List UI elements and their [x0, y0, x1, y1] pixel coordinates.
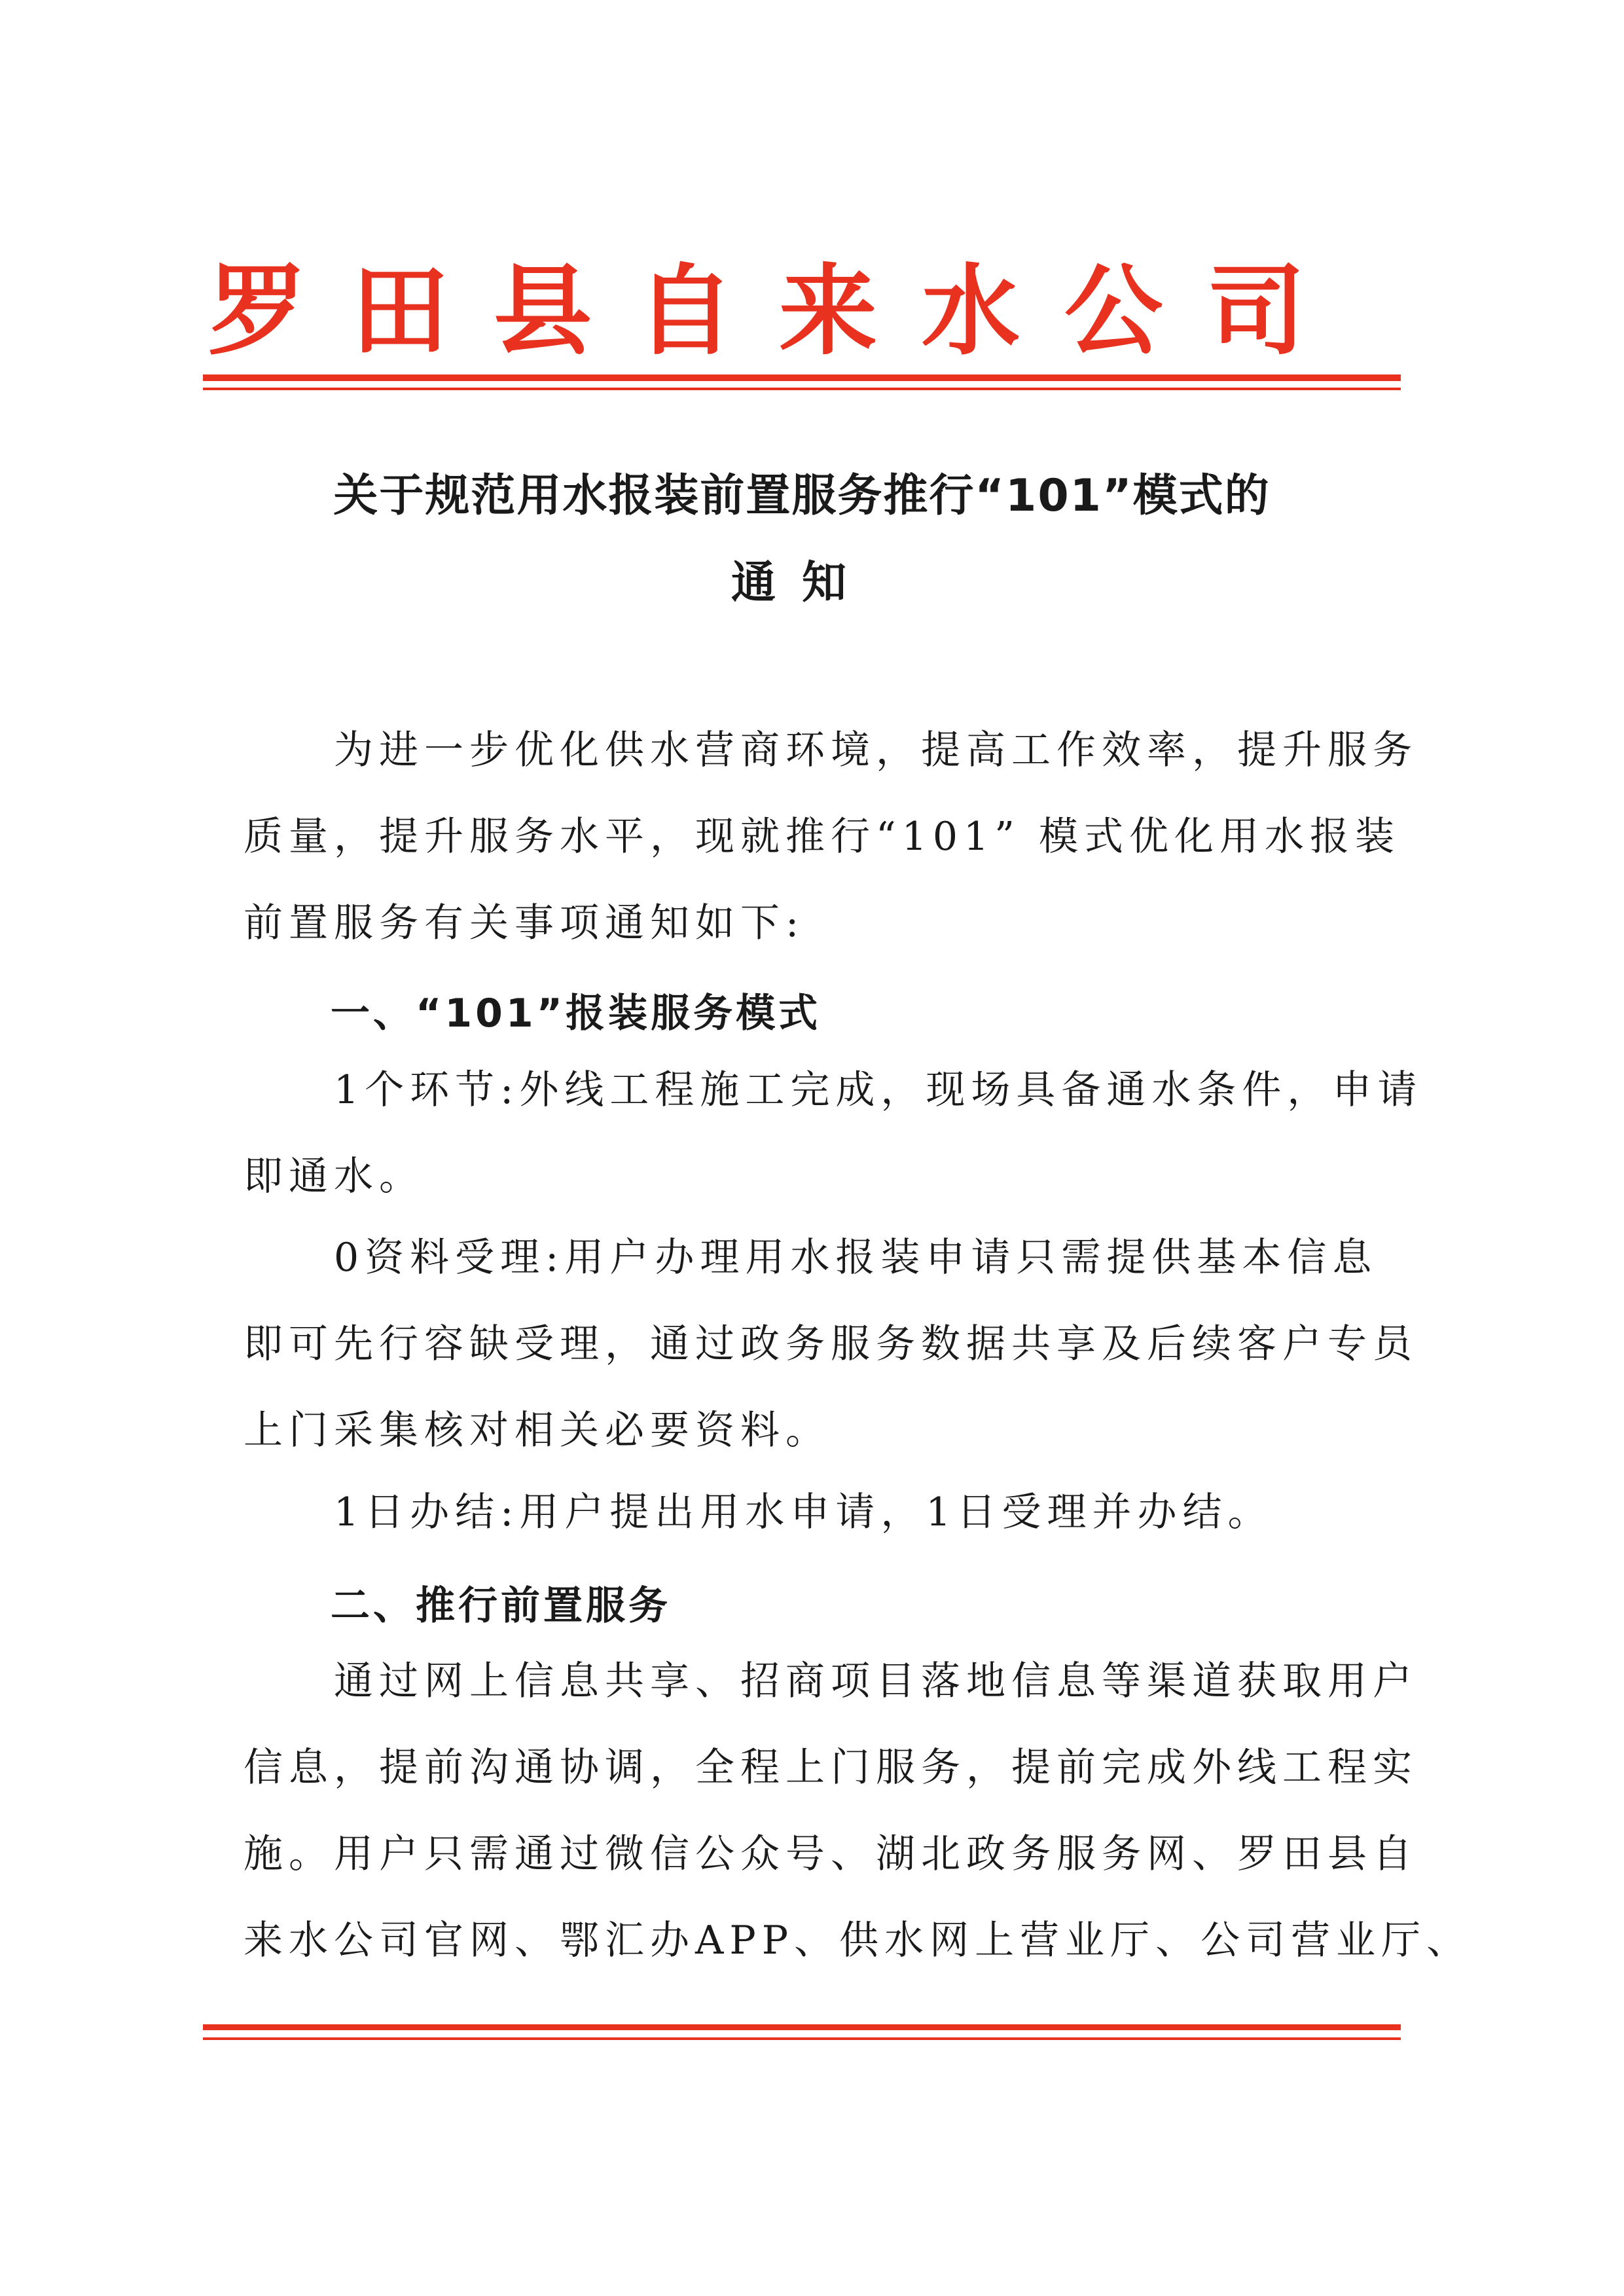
section-1-item-3 [244, 1469, 1273, 1556]
text-line: 施。用户只需通过微信公众号、湖北政务服务网、罗田县自 [244, 1831, 1418, 1877]
organization-header: 罗田县自来水公司 [208, 253, 1350, 369]
section-1-item-1 [244, 1047, 1422, 1220]
text-line: 0资料受理:用户办理用水报装申请只需提供基本信息 [244, 1235, 1378, 1281]
text-line: 为进一步优化供水营商环境，提高工作效率，提升服务 [244, 727, 1418, 773]
text-line: 信息，提前沟通协调，全程上门服务，提前完成外线工程实 [244, 1745, 1418, 1791]
text-line: 前置服务有关事项通知如下: [244, 900, 805, 946]
text-line: 质量，提升服务水平，现就推行“101” 模式优化用水报装 [244, 814, 1400, 860]
section-1-heading: 一、“101”报装服务模式 [331, 991, 821, 1036]
text-line: 通过网上信息共享、招商项目落地信息等渠道获取用户 [244, 1658, 1418, 1704]
text-line: 1个环节:外线工程施工完成，现场具备通水条件，申请 [244, 1067, 1423, 1113]
text-line: 来水公司官网、鄂汇办APP、供水网上营业厅、公司营业厅、 [244, 1918, 1472, 1963]
footer-rule-thick [203, 2024, 1401, 2030]
section-2-body [244, 1638, 1471, 1984]
footer-rule-thin [203, 2037, 1401, 2040]
header-rule-thick [203, 374, 1401, 381]
section-2-heading: 二、推行前置服务 [331, 1583, 671, 1629]
intro-paragraph [244, 707, 1418, 966]
text-line: 即通水。 [244, 1154, 424, 1199]
document-title-line-1: 关于规范用水报装前置服务推行“101”模式的 [333, 470, 1271, 522]
text-line: 上门采集核对相关必要资料。 [244, 1408, 831, 1453]
text-line: 1日办结:用户提出用水申请，1日受理并办结。 [244, 1489, 1273, 1535]
section-1-item-2 [244, 1214, 1418, 1474]
header-rule-thin [203, 388, 1401, 390]
text-line: 即可先行容缺受理，通过政务服务数据共享及后续客户专员 [244, 1321, 1418, 1367]
document-title-line-2: 通知 [731, 557, 873, 609]
